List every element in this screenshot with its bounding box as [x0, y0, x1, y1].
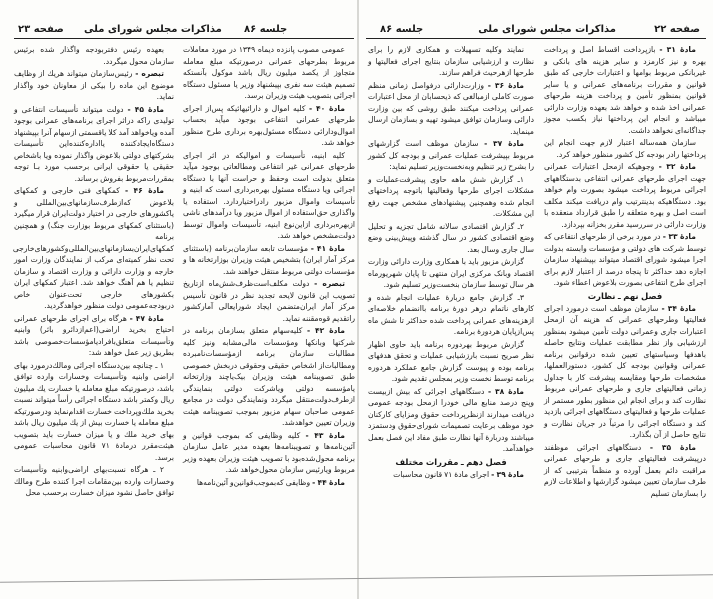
article-paragraph: [544, 231, 706, 289]
article-text: دستگاههای اجرائی موظفند درپیشرفت فعالیتهای جاری و طرحهای عمرانی مراقبت دائم بعمل آورده و منظماً بترتیبی که از طرف سازمان تعیین میشود گزارشها و اطلاعات لازم را بسازمان تسلیم: [544, 442, 706, 498]
article-number: مادهٔ ۳۶ -: [487, 80, 525, 90]
page-number: صفحه ۲۳: [18, 24, 64, 35]
right-page: [358, 0, 713, 599]
article-number: مادهٔ ۳۵ -: [649, 442, 696, 452]
article-text: سازمان موظف است گزارشهای مربوط بپیشرفت عملیات عمرانی و بودجه کل کشور را بشرح زیر تنظیم وبه‌نخست‌وزیر تسلیم نماید:: [368, 139, 534, 171]
article-paragraph: [544, 442, 706, 500]
article-text: گزارش مزبور باید با همکاری وزارت دارائی وزارت اقتصاد وبانک مرکزی ایران منتهی تا پایان شهریورماه هر سال توسط سازمان بنخست‌وزیر تسلیم شود.: [368, 257, 534, 289]
article-paragraph: [183, 325, 355, 429]
column: [368, 44, 534, 481]
article-number: مادهٔ ۳۲ -: [658, 162, 696, 171]
article-text: کمکهای فنی خارجی و کمکهای بلاعوض که‌ازطرف‌سازمانهای‌بین‌المللی و یاکشورهای خارجی در اختیار دولت‌ایران قرار میگیرد (باستثنای کمکهای مربوط بوزارت جنگ) و همچنین برنامه کمکهای‌ایران‌بسازمانهای‌بین‌المللی‌وکشورهای‌خارجی تحت نظر کمیته‌ای مرکب از نمایندگان وزارت امور خارجه و وزارت دارائی و وزارت اقتصاد و سازمان تنظیم یا هم آهنگ خواهد شد. اعتبار کمکهای ایران بکشورهای خارجی تحت‌عنوان خاص دربودجه‌عمومی دولت منظور خواهدگردید.: [12, 186, 174, 310]
article-text: مؤسسات تابعه سازمان‌برنامه (باستثنای مرکز آمار ایران) بتشخیص هیئت وزیران بوزارتخانه ها و مؤسسات دولتی مربوط منتقل خواهند شد.: [183, 243, 355, 276]
article-paragraph: [183, 44, 355, 102]
article-text: نمایند وکلیه تسهیلات و همکاری لازم را برای نظارت و ارزشیابی سازمان بنتایج اجرای فعالیتها و طرحها ازهرحیث فراهم سازند.: [368, 45, 534, 77]
article-text: دولت میتواند تأسیسات انتفاعی و تولیدی راکه دراثر اجرای برنامه‌های عمرانی بوجود آمده ویاخواهد آمد کلا یاقسمتی ازسهام آنرا بپیشنهاد دستگاه‌ایجادکننده یااداره‌کننده‌این تأسیسات بشرکتهای دولتی بلاعوض واگذار نموده ویا باشخاص حقیقی یا حقوقی ایرانی برحسب مورد بـا توجه بمقررات‌مربوط بفروش برساند.: [14, 104, 174, 183]
article-paragraph: [183, 103, 355, 149]
article-paragraph: [368, 339, 534, 385]
article-paragraph: [183, 477, 355, 489]
article-paragraph: [183, 243, 355, 278]
article-number: مادهٔ ۴۲ -: [306, 326, 346, 335]
article-paragraph: [368, 256, 534, 291]
article-number: مادهٔ ۴۰ -: [309, 103, 345, 113]
page-number: صفحه ۲۲: [654, 24, 700, 35]
article-paragraph: [183, 430, 355, 476]
article-text: کلیه‌سهام متعلق بسازمان برنامه در شرکتها وبانکها ومؤسسات مالی‌مشابه ونیز کلیه مطالبات سازمان برنامه ازمؤسسات‌نامبرده ومطالبات‌از اشخاص حقیقی وحقوقی دربخش خصوصی طبق تصویبنامه هیئت وزیران بیک‌یاچند وزارتخانه یامؤسسه دولتی ویاشرکت دولتی بنمایندگی ازطرف‌دولت‌منتقل میگردد ونمایندگی دولت در مجامع عمومی صاحبان سهام مزبور بموجب تصویبنامه هیئت وزیران تعیین خواهدشد.: [183, 326, 355, 427]
chapter-heading: فصل دهم ـ مقررات مختلف: [395, 456, 507, 467]
article-text: ۳ـ گزارش جامع دربارهٔ عملیات انجام شده و کارهای ناتمام درهر دورهٔ برنامه باانضمام خلاصه‌ای ازهزینه‌های عمرانی پرداخت شده حداکثر تا شش ماه پس‌ازپایان هردورهٔ برنامه.: [368, 292, 534, 336]
article-text: کلیه وظایفی که بموجب قوانین و آئین‌نامه‌ها و تصویبنامه‌ها بعهده مدیر عامل سازمان برنامه محول‌شده‌بود با تصویب هیئت وزیران بعهده وزیر مربوط ویارئیس سازمان محول‌خواهد شد.: [183, 430, 355, 474]
article-text: گزارش مربوط بهردوره برنامه باید حاوی اظهار نظر صریح نسبت بارزشیابی عملیات و تحقق هدفهای برنامه بوده و پیوست گزارش جامع عملکرد هردوره برنامه توسط نخست وزیر بمجلس تقدیم شود.: [368, 339, 534, 383]
column: [14, 44, 174, 500]
article-text: ۱ ـ چنانچه بین‌دستگاه اجرائی ومالك‌درمورد بهای اراضی وابنیه وتأسیسات وخسارات وارده توافق باشد، درصورتیکه مبلغ معامله یا خسارت یك میلیون ریال وکمتر باشد دستگاه اجرائی رأساً میتواند نسبت بخرید ملك‌وپرداخت خسارت اقدام‌نماید ودرصورتیکه مبلغ معامله یا خسارت بیش از یك میلیون ریال باشد بهای خرید ملك و یا میزان خسارت باید بتصویب هیئت‌مقرر درمادهٔ ۷۱ قانون محاسبات عمومی برسد.: [14, 360, 174, 462]
running-title: مذاکرات مجلس شورای ملی: [478, 24, 616, 35]
article-text: ۲ ـ هرگاه نسبت‌بهای اراضی‌وابنیه وتأسیسات وخسارات وارده بین‌مقامات اجرا کننده طرح ومالك توافق حاصل نشود میزان خسارت برحسب محل: [14, 465, 174, 497]
article-paragraph: [368, 138, 534, 173]
article-text: وظایفی که‌بموجب‌قوانین‌و آئین‌نامه‌ها: [196, 477, 311, 487]
session-number: جلسه ۸۶: [380, 24, 424, 35]
running-title: مذاکرات مجلس شورای ملی: [84, 24, 222, 35]
article-paragraph: [368, 221, 534, 256]
article-number: مادهٔ ۴۶ -: [124, 186, 165, 195]
left-page-header: [14, 24, 354, 39]
article-paragraph: [14, 44, 174, 67]
article-number: مادهٔ ۳۱ -: [659, 45, 696, 54]
article-number: مادهٔ ۴۱ -: [310, 243, 346, 253]
article-number: تبصره -: [314, 279, 345, 288]
column: [544, 44, 706, 500]
article-number: مادهٔ ۴۳ -: [305, 430, 345, 440]
article-text: سازمان موظف است درمورد اجرای فعالیتها وطرحهای عمرانی که هزینه آن ازمحل اعتبارات جاری وعمرانی دولت تأمین میشود بمنظور ارزشیابی واز نظر مطابقت عملیات ونتایج حاصله باهدفها وسیاستهای تعیین شده درقوانین برنامه عمرانی وقوانین بودجه کل کشور، دستورالعملها، مشخصات طرحها ومقایسه پیشرفت کار با جداول زمانی فعالیتهای جاری و طرحهای عمرانی مربوط نظارت کند و برای انجام این منظور بطور مستمر از عملیات طرحها و فعالیتهای دستگاههای اجرائی بازدید کند و دستگاه اجرائی را مرتباً در جریان نظارت و نتایج حاصل از آن بگذارد.: [544, 303, 706, 439]
article-paragraph: [544, 137, 706, 160]
article-number: مادهٔ ۴۴ -: [312, 477, 345, 487]
article-number: تبصره -: [135, 69, 164, 78]
article-paragraph: [183, 278, 355, 324]
article-paragraph: [183, 150, 355, 242]
article-number: مادهٔ ۳۸ -: [487, 386, 525, 396]
article-number: مادهٔ ۳۷ -: [484, 139, 524, 148]
article-text: وجوهیکه ازمحل اعتبارات عمرانی جهت اجرای طرحهای عمرانی انتفاعی بدستگاههای اجرائی مربوط پرداخت میشود بصورت وام خواهد بود. دستگاهیکه بدینترتیب وام دریافت میکند مکلف است اصل و بهره متعلقه را طبق قرارداد منعقده با وزارت دارائی در سررسید مقرر بخزانه بپردازد.: [544, 162, 706, 229]
article-paragraph: [14, 360, 174, 464]
column: [183, 44, 355, 489]
article-paragraph: [14, 464, 174, 499]
article-number: مادهٔ ۴۷ -: [129, 313, 164, 323]
article-number: مادهٔ ۳۴ -: [661, 303, 696, 313]
article-text: هرگاه برای اجرای طرحهای عمرانی احتیاج بخرید اراضی(اعم‌ازدائرو بائر) وابنیه وتأسیسات متعلق‌بافرادیامؤسسات‌خصوصی باشد بطریق زیر عمل خواهد شد:: [14, 313, 174, 357]
article-text: کلیه ابنیه، تأسیسات و اموالیکه در اثر اجرای طرحهای عمرانی غیر انتفاعی ومطالعاتی بوجود میآید متعلق بدولت است وحفظ و حراست آنها با دستگاه اجرائی ویا دستگاه مسئول بهره‌برداری است که ابنیه و تأسیسات واموال مزبور رادراختیاردارد. استفاده یا واگذاری حق‌استفاده از اموال مزبور ویا درآمدهای ناشی ازبهره‌برداری ازاین‌نوع ابنیه، تأسیسات واموال توسط دولت‌مشخص خواهد شد.: [183, 150, 355, 240]
article-number: مادهٔ ۴۵ -: [127, 104, 164, 114]
article-number: مادهٔ ۳۹ -: [491, 469, 524, 479]
session-number: جلسه ۸۶: [244, 24, 288, 35]
article-paragraph: [368, 174, 534, 220]
article-paragraph: [368, 80, 534, 138]
article-text: وزارت‌دارائی درفواصل زمانی منظم صورت کاملی ازمبالغی که ذیحسابان از محل اعتبارات عمرانی پرداخت میکنند طبق روشی که بین وزارت دارائی وسازمان توافق میشود تهیه و بسازمان ارسال مینماید.: [368, 80, 534, 136]
article-paragraph: [544, 303, 706, 441]
article-paragraph: [14, 185, 174, 312]
article-text: بعهده رئیس دفتربودجه واگذار شده برئیس سازمان محول میگردد.: [14, 45, 174, 66]
article-paragraph: [368, 386, 534, 455]
article-text: بازپرداخت اقساط اصل و پرداخت بهره و نیز کارمزد و سایر هزینه های بانکی و غیربانکی مربوط بوامها و اعتبارات خارجی که طبق قوانین و مقررات برنامه‌های عمرانی و یا سایر قوانین بمنظور تأمین و پرداخت هزینه طرحهای عمرانی اخذ شده و خواهد شد بعهده وزارت دارائی میباشد و انجام این پرداختها نیاز بکسب مجوز جداگانه‌ای نخواهد داشت.: [544, 45, 706, 135]
article-paragraph: [14, 104, 174, 185]
article-text: اجرای مادهٔ ۷۱ قانون محاسبات: [393, 469, 490, 479]
article-text: در مورد برخی از طرحهای انتفاعی که توسط شرکت های دولتی و مؤسسات وابسته بدولت اجرا میشود شورای اقتصاد میتواند بپیشنهاد سازمان اجازه دهد حداکثر تا پنجاه درصد از اعتبار لازم برای اجرای طرح انتفاعی بصورت بلاعوض اعطاء شود.: [544, 232, 706, 287]
article-paragraph: [14, 313, 174, 359]
right-page-header: [366, 24, 706, 39]
article-paragraph: [14, 68, 174, 103]
article-paragraph: [544, 44, 706, 136]
article-text: ۲ـ گزارش اقتصادی سالانه شامل تجزیه و تحلیل وضع اقتصادی کشور در سال گذشته وپیش‌بینی وضع سال جاری وسال بعد.: [368, 221, 534, 254]
article-text: سازمان همه‌ساله اعتبار لازم جهت انجام این پرداختها رادر بودجه کل کشور منظور خواهد کرد.: [544, 138, 706, 159]
article-paragraph: [368, 469, 534, 481]
chapter-heading: فصل نهم ـ نظارت: [587, 290, 663, 301]
article-paragraph: [368, 292, 534, 338]
article-text: عمومی مصوب پانزده دیماه ۱۳۴۹ در مورد معاملات مربوط بطرحهای عمرانی درصورتیکه مبلغ معامله متجاوز از یکصد میلیون ریال باشد موکول بآنستکه تصمیم هیئت سه نفری بپیشنهاد وزیر یا مسئول دستگاه اجرائی بتصویب هیئت وزیران برسد.: [183, 45, 355, 100]
article-paragraph: [544, 161, 706, 230]
article-text: رئیس‌سازمان میتواند هریك از وظایف موضوع این ماده را بیکی از معاونان خود واگذار نماید.: [14, 69, 174, 101]
article-paragraph: [368, 44, 534, 79]
article-number: مادهٔ ۳۳ -: [662, 232, 696, 241]
article-text: ۱ـ گزارش شش ماهه حاوی پیشرفت‌عملیات و مشکلات اجرای طرحها وفعالیتها باتوجه پرداختهای انجام شده وهمچنین پیشنهادهای مشخص جهت رفع این مشکلات.: [368, 174, 534, 218]
article-text: کلیه اموال و دارائیهائیکه پس‌از اجرای طرحهای عمرانی انتفاعی بوجود میآید بحساب اموال‌ودارائی دستگاه مسئول‌بهره برداری طرح منظور خواهد شد.: [183, 103, 355, 147]
article-text: دستگاههای اجرائی که بیش ازبیست وپنج درصد منابع مالی خودرا ازمحل بودجه عمومی دریافت میدارند ازنظرپرداخت حقوق ومزایای کارکنان خود موظف برعایت تصمیمات شورای‌حقوق ودستمزد میباشند ودربارهٔ آنها نظارت طبق مفاد این فصل بعمل خواهدآمد.: [368, 386, 534, 453]
article-text: دولت مکلف‌است‌ظرف‌شش‌ماه ازتاریخ تصویب این قانون لایحه تجدید نظر در قانون تأسیس مرکز آمار ایران‌متضمن ایجاد شورایعالی آمارکشور راتقدیم قوه‌مقننه نماید.: [183, 279, 355, 323]
